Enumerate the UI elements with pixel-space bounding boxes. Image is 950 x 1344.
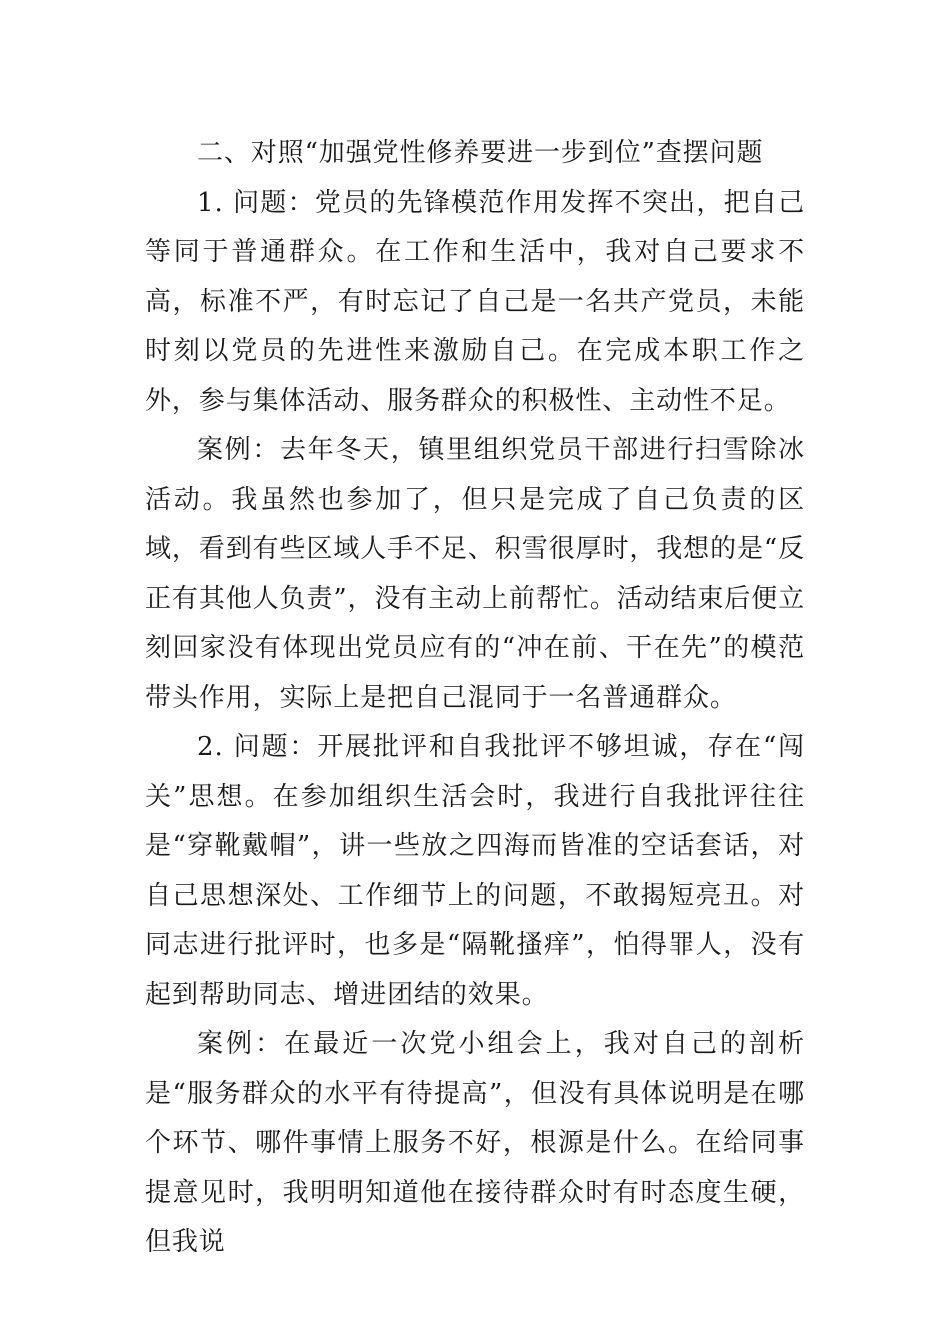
section-heading: 二、对照“加强党性修养要进一步到位”查摆问题 bbox=[197, 138, 764, 168]
paragraph-problem-2: 2. 问题：开展批评和自我批评不够坦诚，存在“闯关”思想。在参加组织生活会时，我进行自我批评往往是“穿靴戴帽”，讲一些放之四海而皆准的空话套话，对自己思想深处、工作细节上的问题，不敢揭短亮丑。对同志进行批评时，也多是“隔靴搔痒”，怕得罪人，没有起到帮助同志、增进团结的效果。 bbox=[145, 732, 805, 1010]
paragraph-problem-1: 1. 问题：党员的先锋模范作用发挥不突出，把自己等同于普通群众。在工作和生活中，我对自己要求不高，标准不严，有时忘记了自己是一名共产党员，未能时刻以党员的先进性来激励自己。在完成本职工作之外，参与集体活动、服务群众的积极性、主动性不足。 bbox=[145, 187, 805, 416]
document-page bbox=[145, 129, 805, 1268]
paragraph-case-2: 案例：在最近一次党小组会上，我对自己的剖析是“服务群众的水平有待提高”，但没有具体说明是在哪个环节、哪件事情上服务不好，根源是什么。在给同事提意见时，我明明知道他在接待群众时有时态度生硬，但我说 bbox=[145, 1029, 805, 1257]
paragraph-case-1: 案例：去年冬天，镇里组织党员干部进行扫雪除冰活动。我虽然也参加了，但只是完成了自己负责的区域，看到有些区域人手不足、积雪很厚时，我想的是“反正有其他人负责”，没有主动上前帮忙。活动结束后便立刻回家没有体现出党员应有的“冲在前、干在先”的模范带头作用，实际上是把自己混同于一名普通群众。 bbox=[145, 435, 805, 713]
